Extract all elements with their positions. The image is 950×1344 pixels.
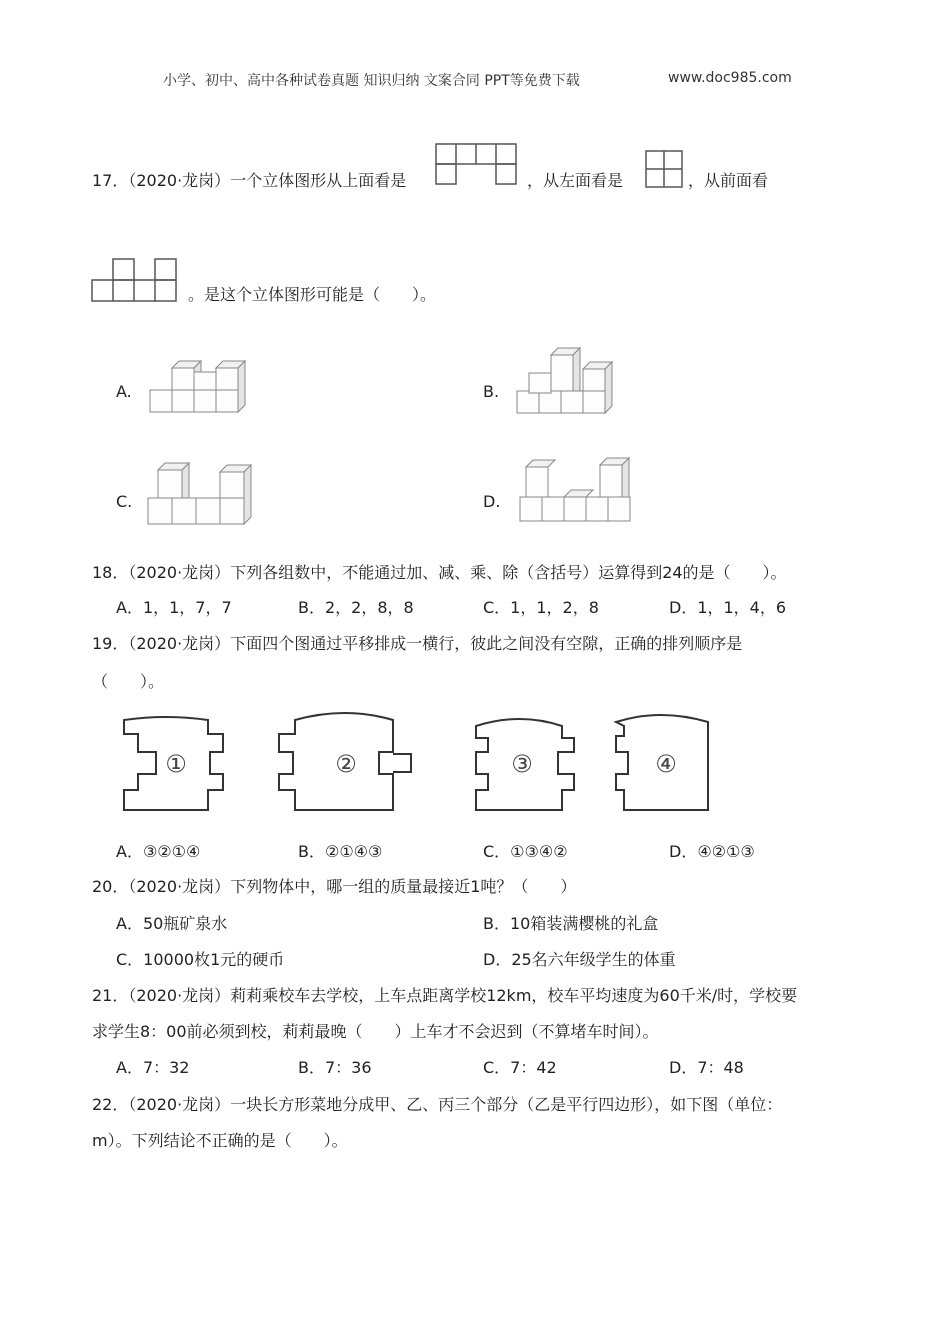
q17-option-a-label[interactable]: A. <box>116 382 132 401</box>
q19-source: （2020·龙岗） <box>128 634 231 653</box>
q19-option-a[interactable]: A．③②①④ <box>116 842 201 861</box>
q17-text-c: ，从前面看 <box>688 171 769 190</box>
q17-option-b-figure[interactable] <box>512 345 636 417</box>
q18-number: 18． <box>92 563 129 582</box>
q19-option-d[interactable]: D．④②①③ <box>669 842 755 861</box>
q17-option-b-label[interactable]: B. <box>483 382 500 401</box>
q17-option-d-label[interactable]: D. <box>483 492 501 511</box>
q18-option-c[interactable]: C．1，1，2，8 <box>483 598 599 617</box>
q18-text: 下列各组数中，不能通过加、减、乘、除（含括号）运算得到24的是（ ）。 <box>230 563 787 582</box>
q17-front-view <box>91 258 181 304</box>
q21-text: 莉莉乘校车去学校，上车点距离学校12km，校车平均速度为60千米/时，学校要 <box>230 986 798 1005</box>
q20-line1 <box>92 876 576 898</box>
q20-option-b[interactable]: B．10箱装满樱桃的礼盒 <box>483 914 659 933</box>
q20-option-d[interactable]: D．25名六年级学生的体重 <box>483 950 676 969</box>
q19-shape-1-label: ① <box>165 750 187 778</box>
q22-source: （2020·龙岗） <box>128 1095 231 1114</box>
q19-text: 下面四个图通过平移排成一横行，彼此之间没有空隙，正确的排列顺序是 <box>230 634 743 653</box>
q18-option-b[interactable]: B．2，2，8，8 <box>298 598 414 617</box>
q22-line1 <box>92 1094 782 1116</box>
q19-text2: （ ）。 <box>92 672 165 691</box>
q17-option-a-figure[interactable] <box>145 350 265 416</box>
q19-shape-2-label: ② <box>335 750 357 778</box>
q19-number: 19． <box>92 634 129 653</box>
q18-source: （2020·龙岗） <box>128 563 231 582</box>
header-text: 小学、初中、高中各种试卷真题 知识归纳 文案合同 PPT等免费下载 <box>163 73 580 89</box>
header-site-link[interactable]: www.doc985.com <box>668 70 792 86</box>
q19-option-b[interactable]: B．②①④③ <box>298 842 383 861</box>
q21-line1 <box>92 985 797 1007</box>
q20-number: 20． <box>92 877 129 896</box>
q21-option-a[interactable]: A．7：32 <box>116 1058 190 1077</box>
q21-option-c[interactable]: C．7：42 <box>483 1058 557 1077</box>
q20-option-a[interactable]: A．50瓶矿泉水 <box>116 914 228 933</box>
q17-text-b: ，从左面看是 <box>527 171 624 190</box>
q20-option-c[interactable]: C．10000枚1元的硬币 <box>116 950 285 969</box>
q17-left-view <box>645 150 685 190</box>
q20-text: 下列物体中，哪一组的质量最接近1吨？（ ） <box>230 877 577 896</box>
q19-line1 <box>92 633 742 655</box>
q21-option-b[interactable]: B．7：36 <box>298 1058 372 1077</box>
q18-option-a[interactable]: A．1，1，7，7 <box>116 598 232 617</box>
q19-shape-3-label: ③ <box>511 750 533 778</box>
q19-shape-2[interactable] <box>273 712 419 814</box>
q19-shape-4-label: ④ <box>655 750 677 778</box>
q17-option-c-figure[interactable] <box>145 458 265 530</box>
q19-shape-1[interactable] <box>118 712 230 814</box>
q17-option-d-figure[interactable] <box>512 455 642 527</box>
q19-shape-4[interactable] <box>610 712 716 814</box>
q17-number: 17． <box>92 171 129 190</box>
q21-number: 21． <box>92 986 129 1005</box>
q18-option-d[interactable]: D．1，1，4，6 <box>669 598 787 617</box>
q22-text: 一块长方形菜地分成甲、乙、丙三个部分（乙是平行四边形），如下图（单位： <box>230 1095 783 1114</box>
q19-shape-3[interactable] <box>470 712 580 814</box>
q17-option-c-label[interactable]: C. <box>116 492 133 511</box>
q19-option-c[interactable]: C．①③④② <box>483 842 568 861</box>
q17-top-view <box>435 143 519 187</box>
q21-option-d[interactable]: D．7：48 <box>669 1058 744 1077</box>
q18-line1 <box>92 562 787 584</box>
q20-source: （2020·龙岗） <box>128 877 231 896</box>
q17-source: （2020·龙岗） <box>128 171 231 190</box>
q17-line1 <box>92 170 406 192</box>
q21-text2: 求学生8：00前必须到校，莉莉最晚（ ）上车才不会迟到（不算堵车时间）。 <box>92 1022 659 1041</box>
q17-text-a: 一个立体图形从上面看是 <box>230 171 407 190</box>
q21-source: （2020·龙岗） <box>128 986 231 1005</box>
q17-text-d: 。是这个立体图形可能是（ ）。 <box>188 285 437 304</box>
q22-text2: m）。下列结论不正确的是（ ）。 <box>92 1131 348 1150</box>
q22-number: 22． <box>92 1095 129 1114</box>
